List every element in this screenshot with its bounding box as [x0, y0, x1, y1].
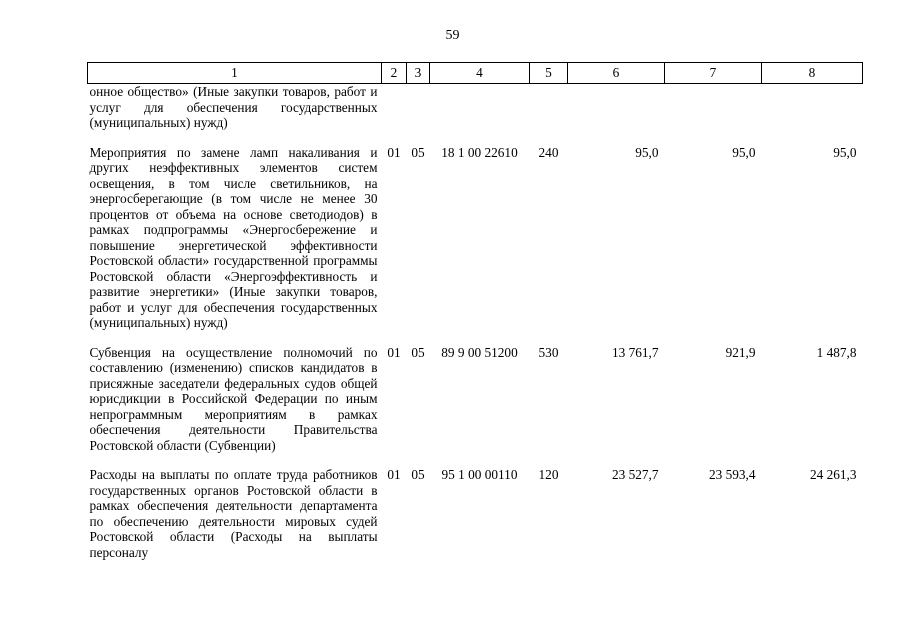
row-amount-col8: 1 487,8 — [816, 344, 857, 360]
row-section: 01 — [387, 344, 401, 360]
row-amount-col6: 23 527,7 — [611, 467, 659, 482]
column-header-3: 3 — [407, 63, 430, 84]
row-amount-col7: 23 593,4 — [708, 467, 756, 482]
row-target-code: 89 9 00 51200 — [441, 344, 518, 360]
row-amount-col7: 921,9 — [725, 344, 756, 360]
row-subsection: 05 — [411, 467, 425, 482]
row-amount-col6 — [568, 84, 665, 145]
row-section: 01 — [387, 144, 401, 160]
table-row — [88, 84, 863, 145]
column-header-2: 2 — [382, 63, 407, 84]
column-header-6: 6 — [568, 63, 665, 84]
column-header-5: 5 — [530, 63, 568, 84]
table-row — [88, 345, 863, 468]
row-expense-type: 120 — [538, 467, 559, 482]
row-section — [382, 84, 407, 145]
row-subsection — [407, 84, 430, 145]
row-expense-type: 240 — [538, 144, 559, 160]
row-expense-type — [530, 84, 568, 145]
column-header-7: 7 — [665, 63, 762, 84]
row-amount-col8: 95,0 — [833, 144, 857, 160]
row-target-code: 95 1 00 00110 — [441, 467, 518, 482]
row-amount-col7: 95,0 — [732, 144, 756, 160]
row-section: 01 — [387, 467, 401, 482]
row-amount-col8: 24 261,3 — [809, 467, 857, 482]
row-expense-type: 530 — [538, 344, 559, 360]
budget-table — [87, 62, 863, 560]
page-number: 59 — [445, 28, 460, 43]
row-description: Субвенция на осуществление полномочий по составлению (изменению) списков кандидатов в присяжные заседатели федеральных судов общей юрисдикции в Российской Федерации по иным непрограммным мероприятиям в рамках обеспечения деятельности Правительства Ростовской области (Субвенции) — [89, 344, 378, 453]
row-description: онное общество» (Иные закупки товаров, работ и услуг для обеспечения государственных (муниципальных) нужд) — [89, 84, 378, 130]
row-description: Расходы на выплаты по оплате труда работников государственных органов Ростовской области в рамках обеспечения деятельности департамента по обеспечению деятельности мировых судей Ростовской области (Расходы на выплаты персоналу — [89, 467, 378, 560]
row-amount-col8 — [762, 84, 863, 145]
table-row — [88, 467, 863, 560]
row-description: Мероприятия по замене ламп накаливания и других неэффективных элементов систем освещения, в том числе светильников, на энергосберегающие (в том числе не менее 30 процентов от объема на основе светодиодов) в рамках подпрограммы «Энергосбережение и повышение энергетической эффективности Ростовской области» государственной программы Ростовской области «Энергоэффективность и развитие энергетики» (Иные закупки товаров, работ и услуг для обеспечения государственных (муниципальных) нужд) — [89, 144, 378, 330]
row-amount-col6: 95,0 — [635, 144, 659, 160]
column-header-8: 8 — [762, 63, 863, 84]
row-subsection: 05 — [411, 344, 425, 360]
row-amount-col6: 13 761,7 — [611, 344, 659, 360]
row-target-code: 18 1 00 22610 — [441, 144, 518, 160]
column-header-4: 4 — [430, 63, 530, 84]
row-target-code — [430, 84, 530, 145]
row-subsection: 05 — [411, 144, 425, 160]
header-row — [88, 63, 863, 84]
column-header-1: 1 — [88, 63, 382, 84]
row-amount-col7 — [665, 84, 762, 145]
table-row — [88, 145, 863, 345]
